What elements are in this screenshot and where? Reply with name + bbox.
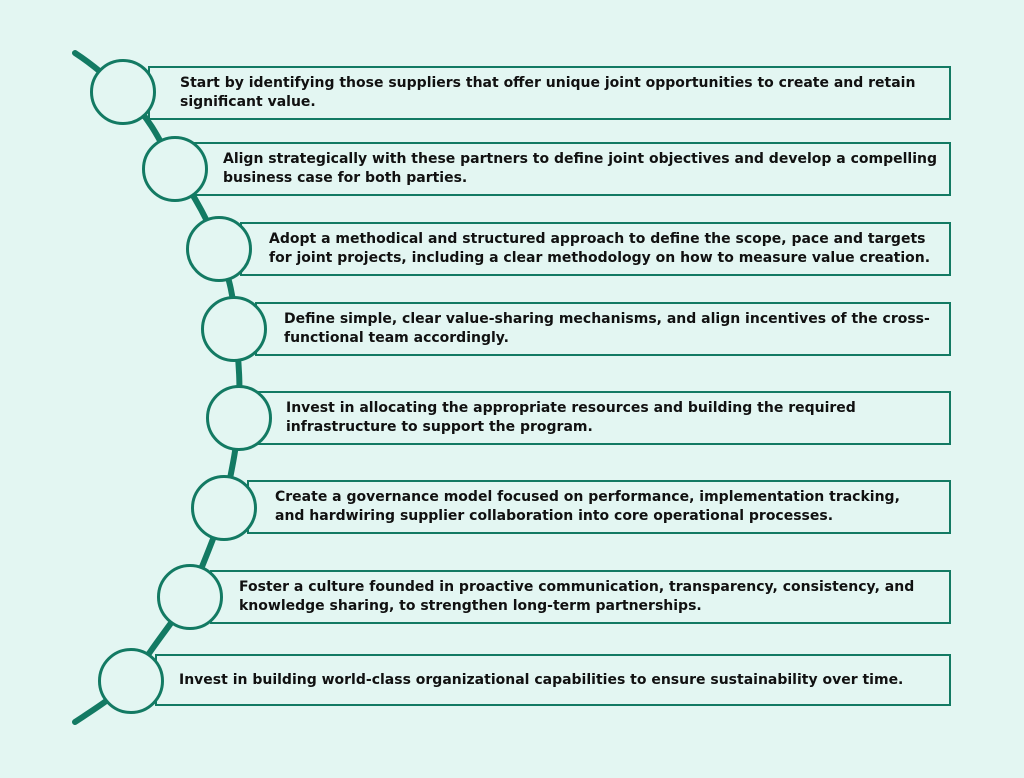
- step-3-node: [186, 216, 252, 282]
- step-2-node: [142, 136, 208, 202]
- step-8-text: Invest in building world-class organizational capabilities to ensure sustainability over time.: [179, 671, 904, 688]
- step-box-7: [210, 570, 951, 624]
- step-5-text: Invest in allocating the appropriate resources and building the required infrastructure to support the program.: [286, 400, 856, 435]
- step-box-6: [247, 480, 951, 534]
- step-7-node: [157, 564, 223, 630]
- step-7-text: Foster a culture founded in proactive communication, transparency, consistency, and knowledge sharing, to strengthen long-term partnerships.: [239, 579, 915, 614]
- step-box-3: [240, 222, 951, 276]
- step-2-text: Align strategically with these partners to define joint objectives and develop a compelling business case for both parties.: [223, 151, 937, 186]
- step-3-text: Adopt a methodical and structured approach to define the scope, pace and targets for joint projects, including a clear methodology on how to measure value creation.: [269, 231, 931, 266]
- step-4-node: [201, 296, 267, 362]
- step-box-5: [258, 391, 951, 445]
- step-1-text: Start by identifying those suppliers that offer unique joint opportunities to create and retain significant value.: [180, 75, 916, 110]
- step-8-node: [98, 648, 164, 714]
- step-5-node: [206, 385, 272, 451]
- step-6-node: [191, 475, 257, 541]
- step-box-2: [190, 142, 951, 196]
- step-box-8: [155, 654, 951, 706]
- step-box-4: [255, 302, 951, 356]
- step-6-text: Create a governance model focused on performance, implementation tracking, and hardwiring supplier collaboration into core operational processes.: [275, 489, 900, 524]
- step-4-text: Define simple, clear value-sharing mechanisms, and align incentives of the cross- functional team accordingly.: [284, 311, 930, 346]
- step-1-node: [90, 59, 156, 125]
- step-box-1: [148, 66, 951, 120]
